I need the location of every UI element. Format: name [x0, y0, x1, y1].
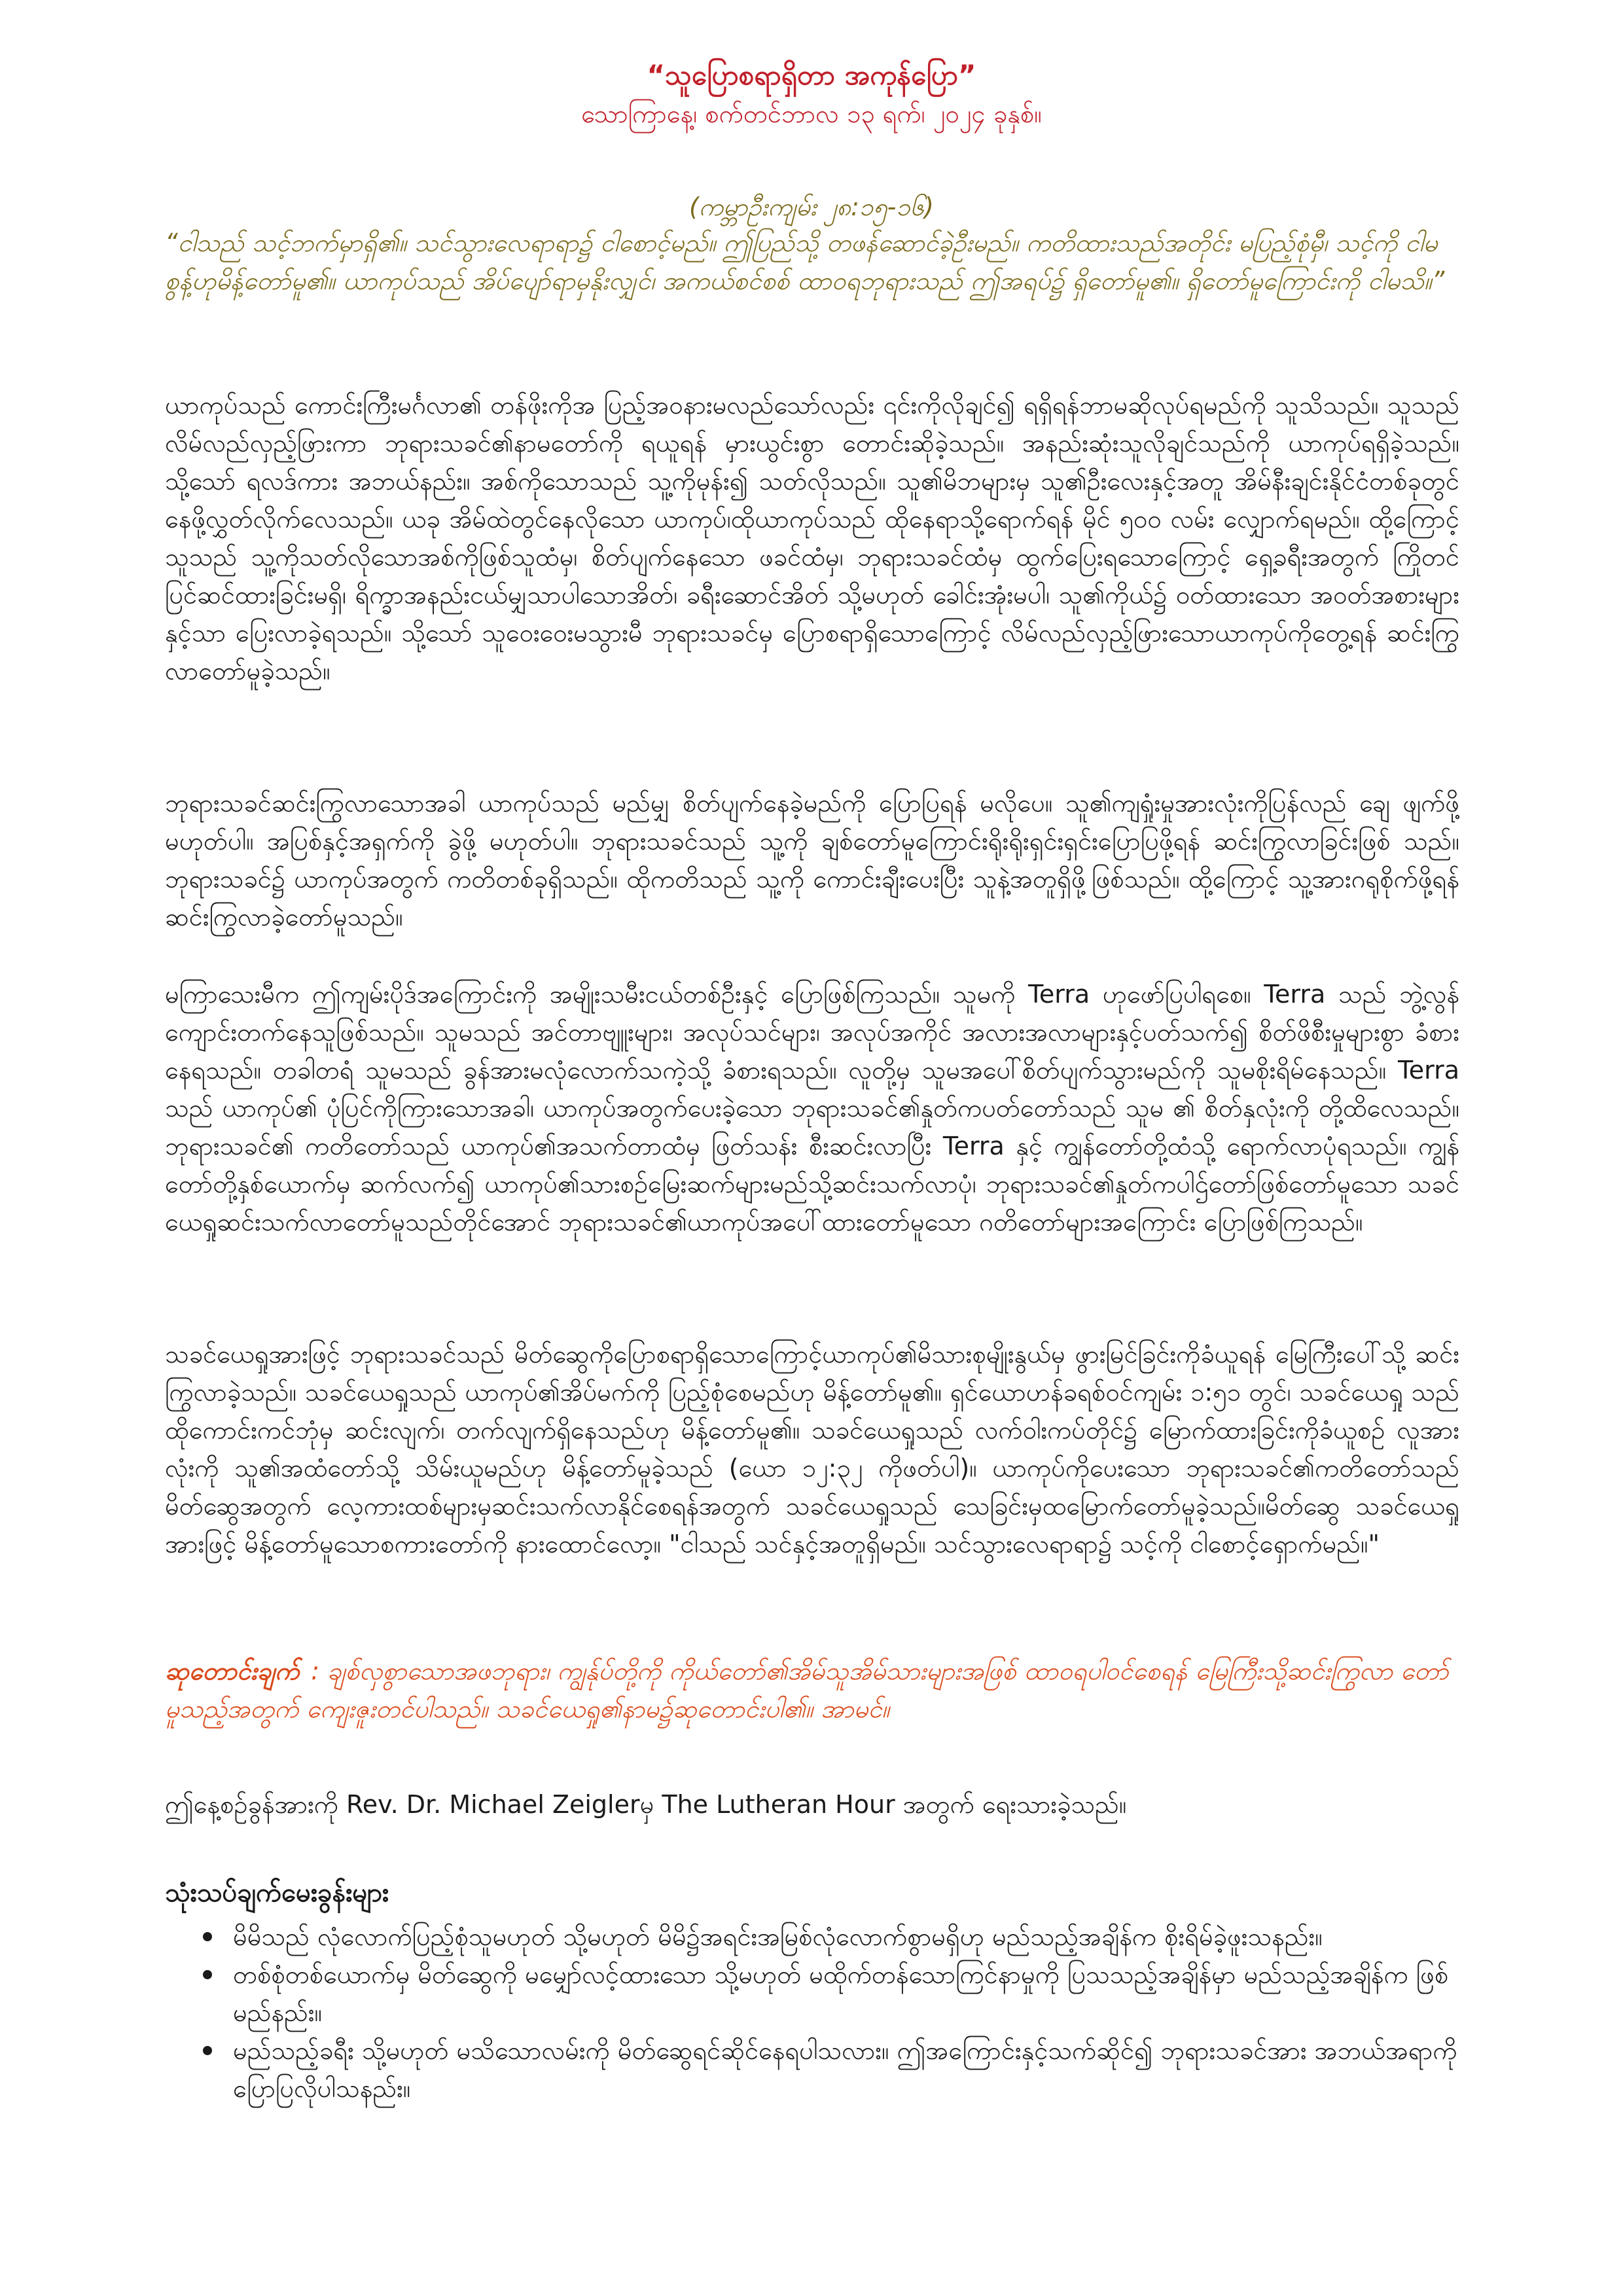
list-item: [165, 1956, 1459, 2032]
list-item: [165, 1918, 1459, 1956]
questions-heading: သုံးသပ်ချက်မေးခွန်းများ: [165, 1878, 389, 1908]
prayer-label: ဆုတောင်းချက်: [165, 1657, 300, 1685]
page-title: “သူပြောစရာရှိတာ အကုန်ပြော”: [647, 59, 976, 91]
body-paragraph-4: သခင်ယေရှုအားဖြင့် ဘုရားသခင်သည် မိတ်ဆွေကိုပြောစရာရှိသောကြောင့်ယာကုပ်၏မိသားစုမျိုးနွယ်မှ ဖွားမြင်ခြင်းကိုခံယူရန် မြေကြီးပေါ်သို့ ဆင်းကြွလာခဲ့သည်။ သခင်ယေရှုသည် ယာကုပ်၏အိပ်မက်ကို ပြည့်စုံစေမည်ဟု မိန့်တော်မူ၏။ ရှင်ယောဟန်ခရစ်ဝင်ကျမ်း ၁:၅၁ တွင်၊ သခင်ယေရှု သည် ထိုကောင်းကင်ဘုံမှ ဆင်းလျက်၊ တက်လျက်ရှိနေသည်ဟု မိန့်တော်မူ၏။ သခင်ယေရှုသည် လက်ဝါးကပ်တိုင်၌ မြောက်ထားခြင်းကိုခံယူစဉ် လူအားလုံးကို သူ၏အထံတော်သို့ သိမ်းယူမည်ဟု မိန့်တော်မူခဲ့သည် (ယော ၁၂:၃၂ ကိုဖတ်ပါ)။ ယာကုပ်ကိုပေးသော ဘုရားသခင်၏ကတိတော်သည် မိတ်ဆွေအတွက် လေ့ကားထစ်များမှဆင်းသက်လာနိုင်စေရန်အတွက် သခင်ယေရှုသည် သေခြင်းမှထမြောက်တော်မူခဲ့သည်။မိတ်ဆွေ သခင်ယေရှု အားဖြင့် မိန့်တော်မူသောစကားတော်ကို နားထောင်လော့။ "ငါသည် သင်နှင့်အတူရှိမည်။ သင်သွားလေရာရာ၌ သင့်ကို ငါစောင့်ရှောက်မည်။": [165, 1340, 1459, 1558]
author-note: ဤနေ့စဉ်ခွန်အားကို Rev. Dr. Michael Zeiglerမှ The Lutheran Hour အတွက် ရေးသားခဲ့သည်။: [165, 1790, 1127, 1819]
scripture-reference: (ကမ္ဘာဦးကျမ်း ၂၈:၁၅-၁၆): [689, 192, 934, 221]
body-paragraph-2: ဘုရားသခင်ဆင်းကြွလာသောအခါ ယာကုပ်သည် မည်မျှ စိတ်ပျက်နေခဲ့မည်ကို ပြောပြရန် မလိုပေ။ သူ၏ကျရှုံးမှုအားလုံးကိုပြန်လည် ချေ ဖျက်ဖို့ မဟုတ်ပါ။ အပြစ်နှင့်အရှက်ကို ခွဲဖို့ မဟုတ်ပါ။ ဘုရားသခင်သည် သူ့ကို ချစ်တော်မူကြောင်းရိုးရိုးရှင်းရှင်းပြောပြဖို့ရန် ဆင်းကြွလာခြင်းဖြစ် သည်။ ဘုရားသခင်၌ ယာကုပ်အတွက် ကတိတစ်ခုရှိသည်။ ထိုကတိသည် သူ့ကို ကောင်းချီးပေးပြီး သူနဲ့အတူရှိဖို့ဖြစ်သည်။ ထို့ကြောင့် သူ့အားဂရုစိုက်ဖို့ရန် ဆင်းကြွလာခဲ့တော်မူသည်။: [165, 789, 1459, 931]
question-text: မည်သည့်ခရီး သို့မဟုတ် မသိသောလမ်းကို မိတ်ဆွေရင်ဆိုင်နေရပါသလား။ ဤအကြောင်းနှင့်သက်ဆိုင်၍ ဘုရားသခင်အား အဘယ်အရာကို ပြောပြလိုပါသနည်း။: [233, 2036, 1457, 2103]
body-paragraph-3: မကြာသေးမီက ဤကျမ်းပိုဒ်အကြောင်းကို အမျိုးသမီးငယ်တစ်ဦးနှင့် ပြောဖြစ်ကြသည်။ သူမကို Terra ဟုဖော်ပြပါရစေ။ Terra သည် ဘွဲ့လွန် ကျောင်းတက်နေသူဖြစ်သည်။ သူမသည် အင်တာဗျူးများ၊ အလုပ်သင်များ၊ အလုပ်အကိုင် အလားအလာများနှင့်ပတ်သက်၍ စိတ်ဖိစီးမှုများစွာ ခံစားနေရသည်။ တခါတရံ သူမသည် ခွန်အားမလုံလောက်သကဲ့သို့ ခံစားရသည်။ လူတို့မှ သူမအပေါ်စိတ်ပျက်သွားမည်ကို သူမစိုးရိမ်နေသည်။ Terra သည် ယာကုပ်၏ ပုံပြင်ကိုကြားသောအခါ၊ ယာကုပ်အတွက်ပေးခဲ့သော ဘုရားသခင်၏နှုတ်ကပတ်တော်သည် သူမ ၏ စိတ်နှလုံးကို တို့ထိလေသည်။ ဘုရားသခင်၏ ကတိတော်သည် ယာကုပ်၏အသက်တာထံမှ ဖြတ်သန်း စီးဆင်းလာပြီး Terra နှင့် ကျွန်တော်တို့ထံသို့ ရောက်လာပုံရသည်။ ကျွန် တော်တို့နှစ်ယောက်မှ ဆက်လက်၍ ယာကုပ်၏သားစဉ်မြေးဆက်များမည်သို့ဆင်းသက်လာပုံ၊ ဘုရားသခင်၏နှုတ်ကပါဌ်တော်ဖြစ်တော်မူသော သခင်ယေရှုဆင်းသက်လာတော်မူသည်တိုင်အောင် ဘုရားသခင်၏ယာကုပ်အပေါ်ထားတော်မူသော ဂတိတော်များအကြောင်း ပြောဖြစ်ကြသည်။: [165, 980, 1459, 1236]
body-paragraph-1: ယာကုပ်သည် ကောင်းကြီးမင်္ဂလာ၏ တန်ဖိုးကိုအ ပြည့်အဝနားမလည်သော်လည်း ၎င်းကိုလိုချင်၍ ရရှိရန်ဘာမဆိုလုပ်ရမည်ကို သူသိသည်။ သူသည် လိမ်လည်လှည့်ဖြားကာ ဘုရားသခင်၏နာမတော်ကို ရယူရန် မှားယွင်းစွာ တောင်းဆိုခဲ့သည်။ အနည်းဆုံးသူလိုချင်သည်ကို ယာကုပ်ရရှိခဲ့သည်။ သို့သော် ရလဒ်ကား အဘယ်နည်း။ အစ်ကိုသောသည် သူ့ကိုမုန်း၍ သတ်လိုသည်။ သူ၏မိဘများမှ သူ၏ဦးလေးနှင့်အတူ အိမ်နီးချင်းနိုင်ငံတစ်ခုတွင် နေဖို့လွှတ်လိုက်လေသည်။ ယခု အိမ်ထဲတွင်နေလိုသော ယာကုပ်၊ထိုယာကုပ်သည် ထိုနေရာသို့ရောက်ရန် မိုင် ၅၀၀ လမ်း လျှောက်ရမည်။ ထို့ကြောင့် သူသည် သူ့ကိုသတ်လိုသောအစ်ကိုဖြစ်သူထံမှ၊ စိတ်ပျက်နေသော ဖခင်ထံမှ၊ ဘုရားသခင်ထံမှ ထွက်ပြေးရသောကြောင့် ရှေ့ခရီးအတွက် ကြိုတင် ပြင်ဆင်ထားခြင်းမရှိ၊ ရိက္ခာအနည်းငယ်မျှသာပါသောအိတ်၊ ခရီးဆောင်အိတ် သို့မဟုတ် ခေါင်းအုံးမပါ၊ သူ၏ကိုယ်၌ ဝတ်ထားသော အဝတ်အစားများ နှင့်သာ ပြေးလာခဲ့ရသည်။ သို့သော် သူဝေးဝေးမသွားမီ ဘုရားသခင်မှ ပြောစရာရှိသောကြောင့် လိမ်လည်လှည့်ဖြားသောယာကုပ်ကိုတွေ့ရန် ဆင်းကြွ လာတော်မူခဲ့သည်။: [165, 391, 1459, 685]
prayer-section: [165, 1652, 1459, 1728]
list-item: [165, 2032, 1459, 2108]
question-text: တစ်စုံတစ်ယောက်မှ မိတ်ဆွေကို မမျှော်လင့်ထားသော သို့မဟုတ် မထိုက်တန်သောကြင်နာမှုကို ပြသသည့်အချိန်မှာ မည်သည့်အချိန်က ဖြစ်မည်နည်း။: [233, 1960, 1449, 2027]
scripture-text: “ငါသည် သင့်ဘက်မှာရှိ၏။ သင်သွားလေရာရာ၌ ငါစောင့်မည်။ ဤပြည်သို့ တဖန်ဆောင်ခဲ့ဦးမည်။ ကတိထားသည်အတိုင်း မပြည့်စုံမှီ၊ သင့်ကို ငါမစွန့်ဟုမိန့်တော်မူ၏။ ယာကုပ်သည် အိပ်ပျော်ရာမှနိုးလျှင်၊ အကယ်စင်စစ် ထာဝရဘုရားသည် ဤအရပ်၌ ရှိတော်မူ၏။ ရှိတော်မူကြောင်းကို ငါမသိ။”: [165, 228, 1445, 295]
date-line: သောကြာနေ့၊ စက်တင်ဘာလ ၁၃ ရက်၊ ၂၀၂၄ ခုနှစ်။: [581, 99, 1042, 128]
question-text: မိမိသည် လုံလောက်ပြည့်စုံသူမဟုတ် သို့မဟုတ် မိမိ၌အရင်းအမြစ်လုံလောက်စွာမရှိဟု မည်သည့်အချိန်က စိုးရိမ်ခဲ့ဖူးသနည်း။: [233, 1922, 1323, 1951]
questions-list: [165, 1918, 1459, 2108]
prayer-text: : ချစ်လှစွာသောအဖဘုရား၊ ကျွန်ုပ်တို့ကို ကိုယ်တော်၏အိမ်သူအိမ်သားများအဖြစ် ထာဝရပါဝင်စေရန် မြေကြီးသို့ဆင်းကြွလာ တော်မူသည့်အတွက် ကျေးဇူးတင်ပါသည်။ သခင်ယေရှု၏နာမ၌ဆုတောင်းပါ၏။ အာမင်။: [165, 1657, 1449, 1723]
